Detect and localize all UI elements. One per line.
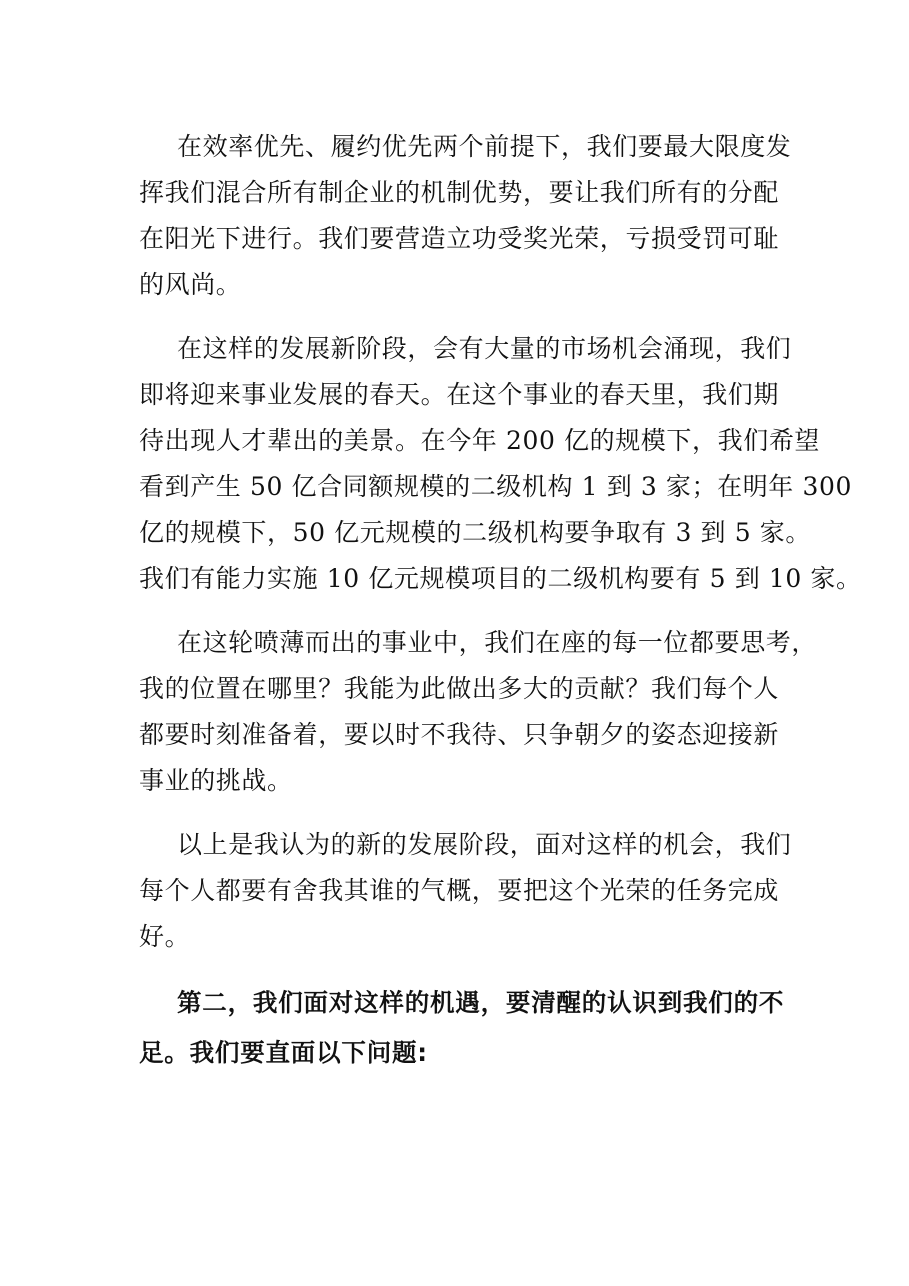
text-line: 在效率优先、履约优先两个前提下，我们要最大限度发 — [177, 132, 792, 161]
text-line: 的风尚。 — [139, 270, 242, 299]
text-line: 以上是我认为的新的发展阶段，面对这样的机会，我们 — [177, 830, 792, 859]
text-line: 事业的挑战。 — [139, 766, 293, 795]
paragraph-2 — [139, 326, 862, 602]
text-line: 待出现人才辈出的美景。在今年 200 亿的规模下，我们希望 — [139, 426, 821, 455]
text-line: 在这轮喷薄而出的事业中，我们在座的每一位都要思考， — [177, 628, 818, 657]
paragraph-3 — [139, 620, 818, 804]
text-line: 看到产生 50 亿合同额规模的二级机构 1 到 3 家；在明年 300 — [139, 472, 852, 501]
section-heading — [139, 978, 783, 1078]
heading-line: 第二，我们面对这样的机遇，要清醒的认识到我们的不 — [177, 988, 785, 1017]
text-line: 亿的规模下，50 亿元规模的二级机构要争取有 3 到 5 家。 — [139, 518, 811, 547]
paragraph-1 — [139, 124, 792, 308]
text-line: 在这样的发展新阶段，会有大量的市场机会涌现，我们 — [177, 334, 792, 363]
paragraph-4 — [139, 822, 792, 960]
text-line: 即将迎来事业发展的春天。在这个事业的春天里，我们期 — [139, 380, 780, 409]
text-line: 挥我们混合所有制企业的机制优势，要让我们所有的分配 — [139, 178, 780, 207]
document-body — [139, 124, 862, 1096]
text-line: 我们有能力实施 10 亿元规模项目的二级机构要有 5 到 10 家。 — [139, 564, 862, 593]
text-line: 我的位置在哪里？我能为此做出多大的贡献？我们每个人 — [139, 674, 780, 703]
text-line: 每个人都要有舍我其谁的气概，要把这个光荣的任务完成 — [139, 876, 780, 905]
text-line: 在阳光下进行。我们要营造立功受奖光荣，亏损受罚可耻 — [139, 224, 780, 253]
text-line: 都要时刻准备着，要以时不我待、只争朝夕的姿态迎接新 — [139, 720, 780, 749]
text-line: 好。 — [139, 922, 191, 951]
heading-line: 足。我们要直面以下问题: — [139, 1038, 428, 1067]
